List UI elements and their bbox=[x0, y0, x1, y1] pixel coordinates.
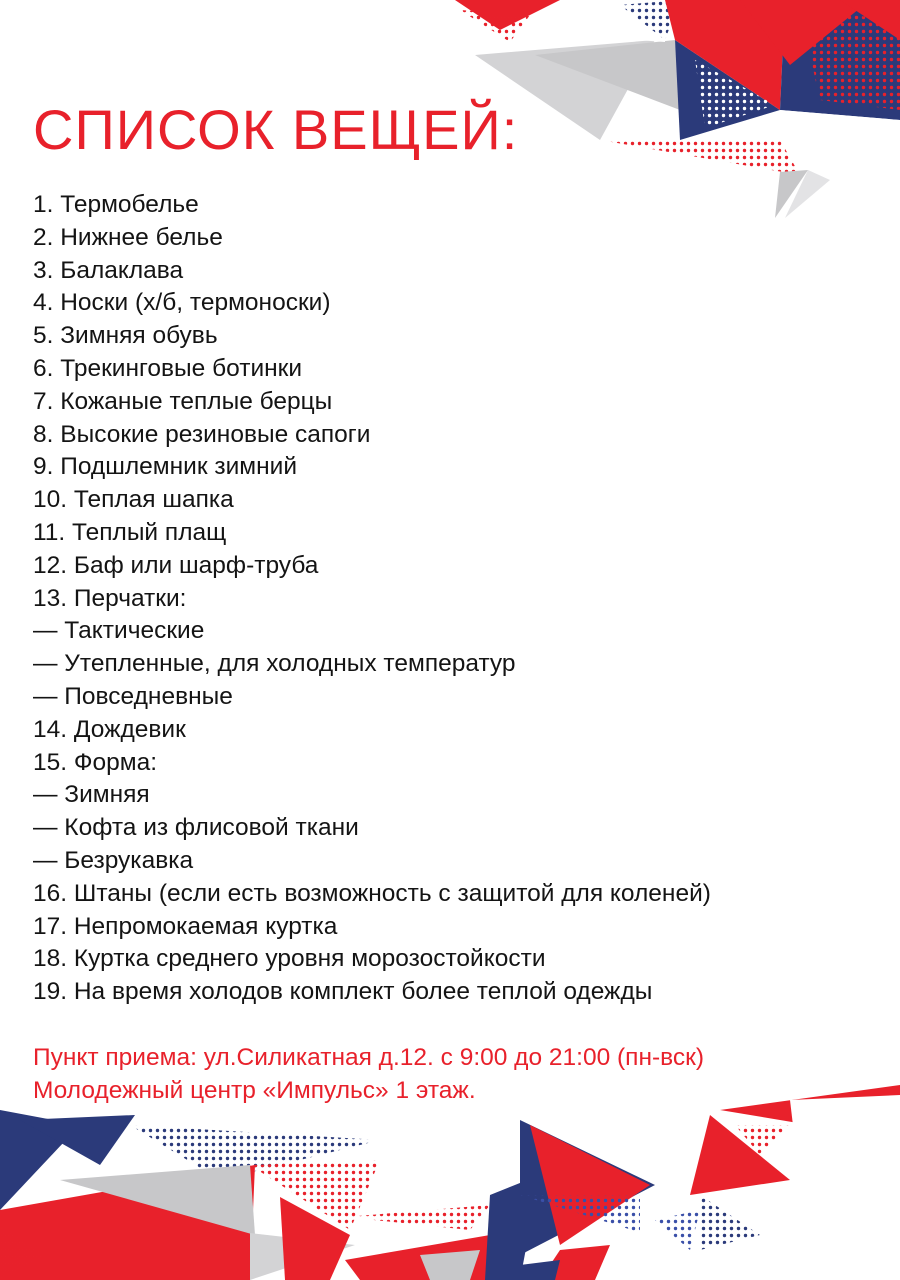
list-item: 3. Балаклава bbox=[33, 256, 184, 284]
list-item: 15. Форма: bbox=[33, 748, 158, 776]
list-item: 6. Трекинговые ботинки bbox=[33, 354, 303, 382]
list-item: 8. Высокие резиновые сапоги bbox=[33, 420, 371, 448]
decorative-polygons-bottom bbox=[0, 1085, 900, 1280]
footer-info bbox=[33, 1042, 704, 1107]
list-item: — Повседневные bbox=[33, 682, 233, 710]
list-item: 10. Теплая шапка bbox=[33, 486, 234, 514]
list-item: 19. На время холодов комплект более теплой одежды bbox=[33, 978, 653, 1006]
list-item: — Утепленные, для холодных температур bbox=[33, 650, 516, 678]
list-item: 1. Термобелье bbox=[33, 191, 199, 218]
list-item: — Зимняя bbox=[33, 781, 150, 809]
list-item: 4. Носки (х/б, термоноски) bbox=[33, 289, 331, 317]
list-item: 16. Штаны (если есть возможность с защитой для коленей) bbox=[33, 879, 711, 907]
list-item: — Кофта из флисовой ткани bbox=[33, 814, 359, 842]
center-location: Молодежный центр «Импульс» 1 этаж. bbox=[33, 1076, 476, 1104]
list-item: — Тактические bbox=[33, 617, 205, 645]
list-item: 11. Теплый плащ bbox=[33, 518, 227, 546]
list-item: — Безрукавка bbox=[33, 846, 194, 874]
drop-off-location: Пункт приема: ул.Силикатная д.12. с 9:00 до 21:00 (пн-вск) bbox=[33, 1044, 705, 1071]
list-item: 5. Зимняя обувь bbox=[33, 322, 218, 350]
list-item: 9. Подшлемник зимний bbox=[33, 453, 298, 481]
list-item: 2. Нижнее белье bbox=[33, 223, 223, 251]
list-item: 18. Куртка среднего уровня морозостойкости bbox=[33, 945, 546, 973]
list-item: 13. Перчатки: bbox=[33, 584, 187, 612]
list-item: 17. Непромокаемая куртка bbox=[33, 912, 338, 940]
list-item: 14. Дождевик bbox=[33, 715, 186, 743]
list-item: 7. Кожаные теплые берцы bbox=[33, 387, 333, 415]
page-title: СПИСОК ВЕЩЕЙ: bbox=[33, 98, 519, 161]
list-item: 12. Баф или шарф-труба bbox=[33, 551, 319, 579]
items-list bbox=[33, 189, 711, 1009]
